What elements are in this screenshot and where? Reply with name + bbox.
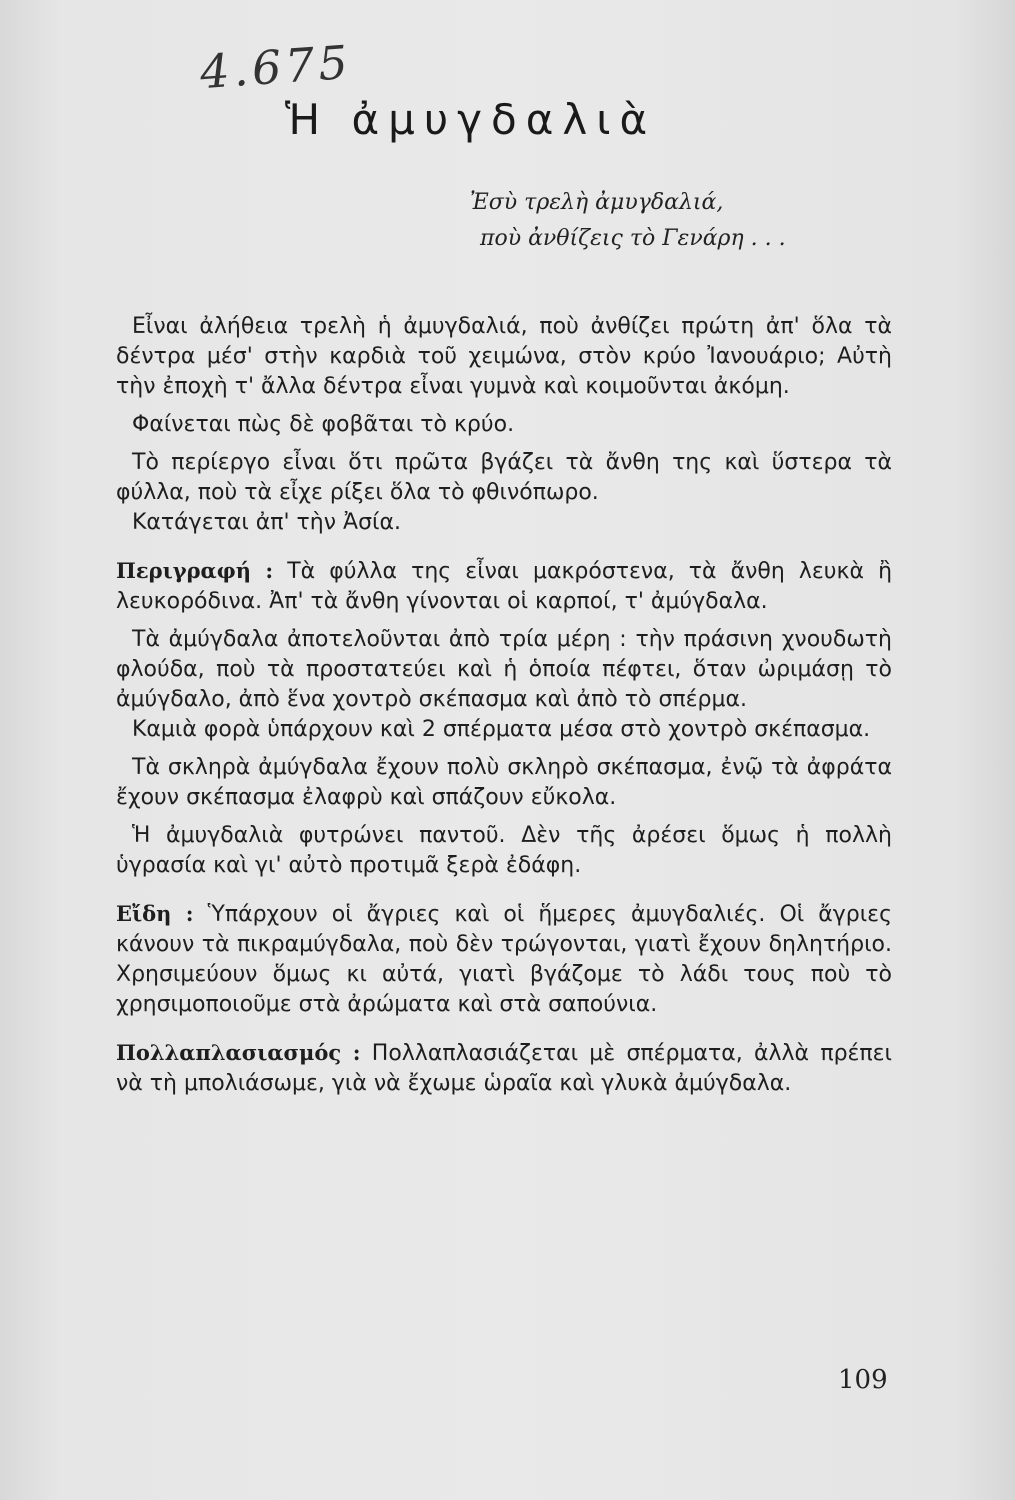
epigraph-line-2: ποὺ ἀνθίζεις τὸ Γενάρη . . . xyxy=(480,226,786,251)
page-number: 109 xyxy=(838,1365,888,1395)
paragraph-fear: Φαίνεται πὼς δὲ φοβᾶται τὸ κρύο. xyxy=(132,412,515,437)
article-body xyxy=(116,312,892,1099)
epigraph xyxy=(470,185,910,257)
kinds-text: Ὑπάρχουν οἱ ἄγριες καὶ οἱ ἥμερες ἀμυγδαλιές. Οἱ ἄγριες κάνουν τὰ πικραμύγδαλα, ποὺ δὲν τρώγονται, γιατὶ ἔχουν δηλητήριο. Χρησιμεύουν ὅμως κι αὐτά, γιατὶ βγάζομε τὸ λάδι τους ποὺ τὸ χρησιμοποιοῦμε στὰ ἀρώματα καὶ στὰ σαπούνια. xyxy=(116,902,892,1017)
paragraph-seeds: Καμιὰ φορὰ ὑπάρχουν καὶ 2 σπέρματα μέσα στὸ χοντρὸ σκέπασμα. xyxy=(132,717,871,742)
page-title: Ἡ ἀμυγδαλιὰ xyxy=(285,95,657,144)
description-label: Περιγραφή : xyxy=(116,558,274,583)
description-text: Τὰ φύλλα της εἶναι μακρόστενα, τὰ ἄνθη λευκὰ ἢ λευκορόδινα. Ἀπ' τὰ ἄνθη γίνονται οἱ καρποί, τ' ἀμύγδαλα. xyxy=(116,559,893,614)
kinds-label: Εἴδη : xyxy=(116,901,194,926)
paragraph-habitat: Ἡ ἀμυγδαλιὰ φυτρώνει παντοῦ. Δὲν τῆς ἀρέσει ὅμως ἡ πολλὴ ὑγρασία καὶ γι' αὐτὸ προτιμᾶ ξερὰ ἐδάφη. xyxy=(116,823,892,878)
propagation-text: Πολλαπλασιάζεται μὲ σπέρματα, ἀλλὰ πρέπει νὰ τὴ μπολιάσωμε, γιὰ νὰ ἔχωμε ὡραῖα καὶ γλυκὰ ἀμύγδαλα. xyxy=(116,1041,893,1096)
paragraph-propagation xyxy=(116,1038,892,1099)
paragraph-hard-soft: Τὰ σκληρὰ ἀμύγδαλα ἔχουν πολὺ σκληρὸ σκέπασμα, ἐνῷ τὰ ἀφράτα ἔχουν σκέπασμα ἐλαφρὺ καὶ σπάζουν εὔκολα. xyxy=(116,755,892,810)
epigraph-line-1: Ἐσὺ τρελὴ ἀμυγδαλιά, xyxy=(470,190,724,215)
paragraph-description xyxy=(116,556,892,617)
handwritten-catalog-number: 4.675 xyxy=(198,34,354,100)
paragraph-intro: Εἶναι ἀλήθεια τρελὴ ἡ ἀμυγδαλιά, ποὺ ἀνθίζει πρώτη ἀπ' ὅλα τὰ δέντρα μέσ' στὴν καρδιὰ τοῦ χειμώνα, στὸν κρύο Ἰανουάριο; Αὐτὴ τὴν ἐποχὴ τ' ἄλλα δέντρα εἶναι γυμνὰ καὶ κοιμοῦνται ἀκόμη. xyxy=(116,314,892,399)
propagation-label: Πολλαπλασιασμός : xyxy=(116,1040,361,1065)
paragraph-origin: Κατάγεται ἀπ' τὴν Ἀσία. xyxy=(132,510,401,535)
paragraph-parts: Τὰ ἀμύγδαλα ἀποτελοῦνται ἀπὸ τρία μέρη : τὴν πράσινη χνουδωτὴ φλούδα, ποὺ τὰ προστατεύει καὶ ἡ ὁποία πέφτει, ὅταν ὠριμάσῃ τὸ ἀμύγδαλο, ἀπὸ ἕνα χοντρὸ σκέπασμα καὶ ἀπὸ τὸ σπέρμα. xyxy=(116,627,892,712)
paragraph-curious: Τὸ περίεργο εἶναι ὅτι πρῶτα βγάζει τὰ ἄνθη της καὶ ὕστερα τὰ φύλλα, ποὺ τὰ εἶχε ρίξει ὅλα τὸ φθινόπωρο. xyxy=(116,450,892,505)
paragraph-kinds xyxy=(116,899,892,1020)
